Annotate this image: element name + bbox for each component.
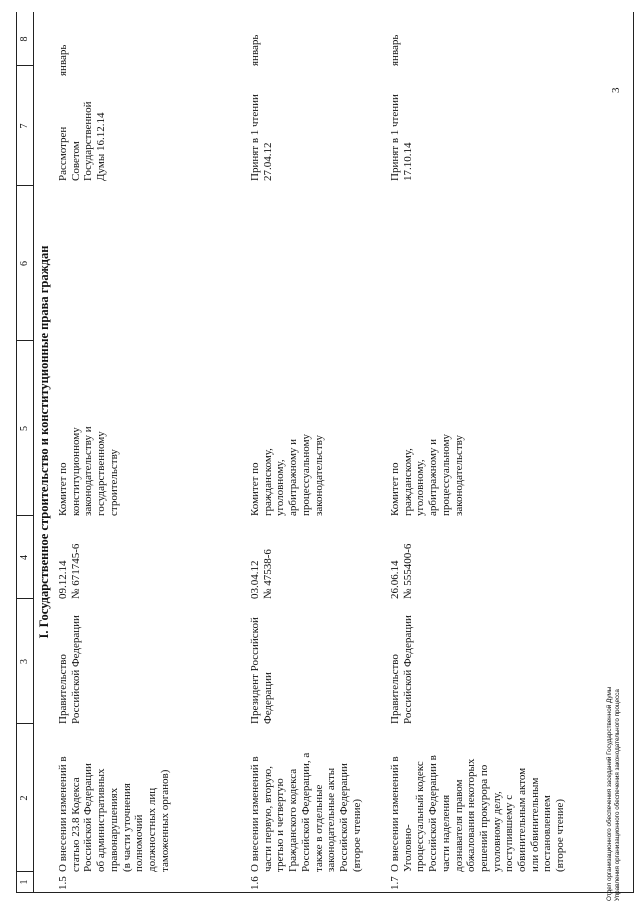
planned-period: январь [57,44,69,76]
responsible-committee: Комитет по гражданскому, уголовному, арбитражному и процессуальному законодательству [249,433,325,516]
row-number: 1.5 [57,876,69,890]
table-row [389,12,619,892]
bill-initiator: Правительство Российской Федерации [57,615,82,724]
bill-initiator: Президент Российской Федерации [249,617,274,724]
planned-period: январь [389,34,401,66]
row-number: 1.7 [389,876,401,890]
responsible-committee: Комитет по гражданскому, уголовному, арбитражному и процессуальному законодательству [389,433,465,516]
responsible-committee: Комитет по конституционному законодательству и государственному строительству [57,426,120,516]
column-header-8: 8 [19,36,30,42]
bill-number: № 671745-6 [69,543,82,599]
bill-initiator: Правительство Российской Федерации [389,615,414,724]
footer-note [606,541,622,901]
bill-title: О внесении изменений в Уголовно- процессуальный кодекс Российской Федерации в части наделения дознавателя правом обжалования некоторых решений прокурора по уголовному делу, поступившему с обвинительным актом или обвинительным постановлением (второе чтение) [389,755,567,872]
registration-date: 09.12.14 [57,560,69,599]
column-header-5: 5 [19,426,30,431]
planned-period: январь [249,34,261,66]
registration-date: 03.04.12 [249,560,261,599]
footer-line-1: Отдел организационного обеспечения заседаний Государственной Думы [606,686,613,901]
bill-status: Принят в 1 чтении 17.10.14 [389,94,414,181]
bill-number: № 555400-6 [401,543,414,599]
column-header-4: 4 [19,555,30,560]
legislation-table [16,12,634,893]
bill-title: О внесении изменений в статью 23.8 Кодекса Российской Федерации об административных правонарушениях (в части уточнения полномочий должностных лиц таможенных органов) [57,756,171,872]
bill-status: Рассмотрен Советом Государственной Думы 16.12.14 [57,101,108,181]
footer-line-2: Управления организационного обеспечения законодательного процесса [614,689,621,901]
column-header-2: 2 [19,795,30,801]
bill-title: О внесении изменений в части первую, вторую, третью и четвертую Гражданского кодекса Российской Федерации, а также в отдельные законодательные акты Российской Федерации (второе чтение) [249,752,363,872]
row-number: 1.6 [249,876,261,890]
table-row [249,12,399,892]
page-number: 3 [610,87,622,93]
column-header-3: 3 [19,659,30,664]
column-header-7: 7 [19,123,30,129]
bill-registration [249,519,274,599]
table-row [57,12,247,892]
bill-number: № 47538-6 [261,549,274,599]
bill-status: Принят в 1 чтении 27.04.12 [249,94,274,181]
registration-date: 26.06.14 [389,560,401,599]
bill-registration [389,519,414,599]
column-header-1: 1 [19,879,30,885]
column-header-6: 6 [19,261,30,266]
bill-registration [57,519,82,599]
section-title: I. Государственное строительство и конституционные права граждан [37,245,51,639]
column-header-row [17,12,34,892]
